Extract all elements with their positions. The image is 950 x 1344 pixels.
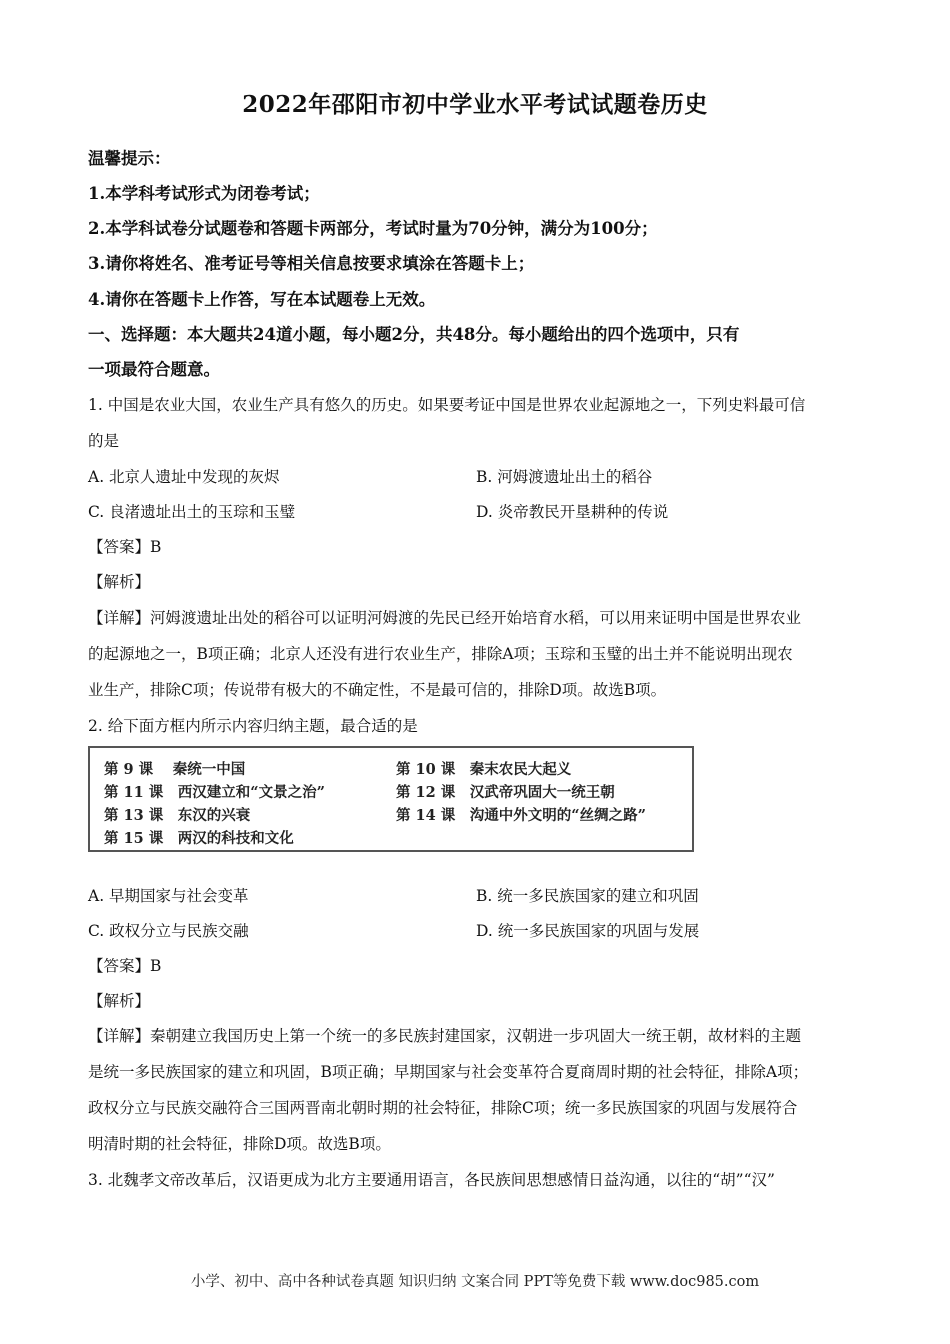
q2-detail-line-1: 【详解】秦朝建立我国历史上第一个统一的多民族封建国家，汉朝进一步巩固大一统王朝，故材料的主题 [88, 1027, 802, 1045]
lesson-15: 第 15 课 两汉的科技和文化 [104, 830, 294, 847]
lesson-13: 第 13 课 东汉的兴衰 [104, 807, 251, 824]
q2-detail-line-3: 政权分立与民族交融符合三国两晋南北朝时期的社会特征，排除C项；统一多民族国家的巩固与发展符合 [88, 1099, 798, 1117]
lesson-14: 第 14 课 沟通中外文明的“丝绸之路” [396, 807, 646, 824]
q2-stem: 2. 给下面方框内所示内容归纳主题，最合适的是 [88, 717, 418, 735]
q3-stem: 3. 北魏孝文帝改革后，汉语更成为北方主要通用语言，各民族间思想感情日益沟通，以往的“胡”“汉” [88, 1171, 775, 1189]
q1-answer: 【答案】B [88, 538, 162, 556]
q1-option-a: A. 北京人遗址中发现的灰烬 [88, 468, 280, 486]
q1-detail-line-2: 的起源地之一，B项正确；北京人还没有进行农业生产，排除A项；玉琮和玉璧的出土并不能说明出现农 [88, 645, 793, 663]
lesson-11: 第 11 课 西汉建立和“文景之治” [104, 784, 325, 801]
q1-option-d: D. 炎帝教民开垦耕种的传说 [476, 503, 669, 521]
lesson-10: 第 10 课 秦末农民大起义 [396, 761, 572, 778]
q2-option-b: B. 统一多民族国家的建立和巩固 [476, 887, 699, 905]
q2-option-d: D. 统一多民族国家的巩固与发展 [476, 922, 700, 940]
lesson-12: 第 12 课 汉武帝巩固大一统王朝 [396, 784, 615, 801]
q1-option-c: C. 良渚遗址出土的玉琮和玉璧 [88, 503, 296, 521]
q2-detail-line-4: 明清时期的社会特征，排除D项。故选B项。 [88, 1135, 391, 1153]
q2-option-a: A. 早期国家与社会变革 [88, 887, 249, 905]
q1-analysis-label: 【解析】 [88, 573, 151, 591]
q1-stem-line-2: 的是 [88, 432, 120, 450]
notice-item-2: 2.本学科试卷分试题卷和答题卡两部分，考试时量为70分钟，满分为100分； [88, 219, 658, 238]
section-heading-line-2: 一项最符合题意。 [88, 360, 220, 379]
q1-stem-line-1: 1. 中国是农业大国，农业生产具有悠久的历史。如果要考证中国是世界农业起源地之一，下列史料最可信 [88, 396, 806, 414]
lesson-9: 第 9 课 秦统一中国 [104, 761, 246, 778]
notice-item-1: 1.本学科考试形式为闭卷考试； [88, 184, 320, 203]
q2-option-c: C. 政权分立与民族交融 [88, 922, 249, 940]
q2-answer: 【答案】B [88, 957, 162, 975]
q1-option-b: B. 河姆渡遗址出土的稻谷 [476, 468, 653, 486]
q2-detail-line-2: 是统一多民族国家的建立和巩固，B项正确；早期国家与社会变革符合夏商周时期的社会特征，排除A项； [88, 1063, 809, 1081]
exam-title: 2022年邵阳市初中学业水平考试试题卷历史 [242, 91, 708, 118]
section-heading-line-1: 一、选择题：本大题共24道小题，每小题2分，共48分。每小题给出的四个选项中，只有 [88, 325, 740, 344]
notice-heading: 温馨提示： [88, 149, 171, 168]
q1-detail-line-1: 【详解】河姆渡遗址出处的稻谷可以证明河姆渡的先民已经开始培育水稻，可以用来证明中国是世界农业 [88, 609, 802, 627]
q2-lesson-box [88, 746, 694, 852]
notice-item-3: 3.请你将姓名、准考证号等相关信息按要求填涂在答题卡上； [88, 254, 535, 273]
page-footer: 小学、初中、高中各种试卷真题 知识归纳 文案合同 PPT等免费下载 www.doc985.com [190, 1274, 760, 1290]
q2-analysis-label: 【解析】 [88, 992, 151, 1010]
q1-detail-line-3: 业生产，排除C项；传说带有极大的不确定性，不是最可信的，排除D项。故选B项。 [88, 681, 667, 699]
notice-item-4: 4.请你在答题卡上作答，写在本试题卷上无效。 [88, 290, 436, 309]
